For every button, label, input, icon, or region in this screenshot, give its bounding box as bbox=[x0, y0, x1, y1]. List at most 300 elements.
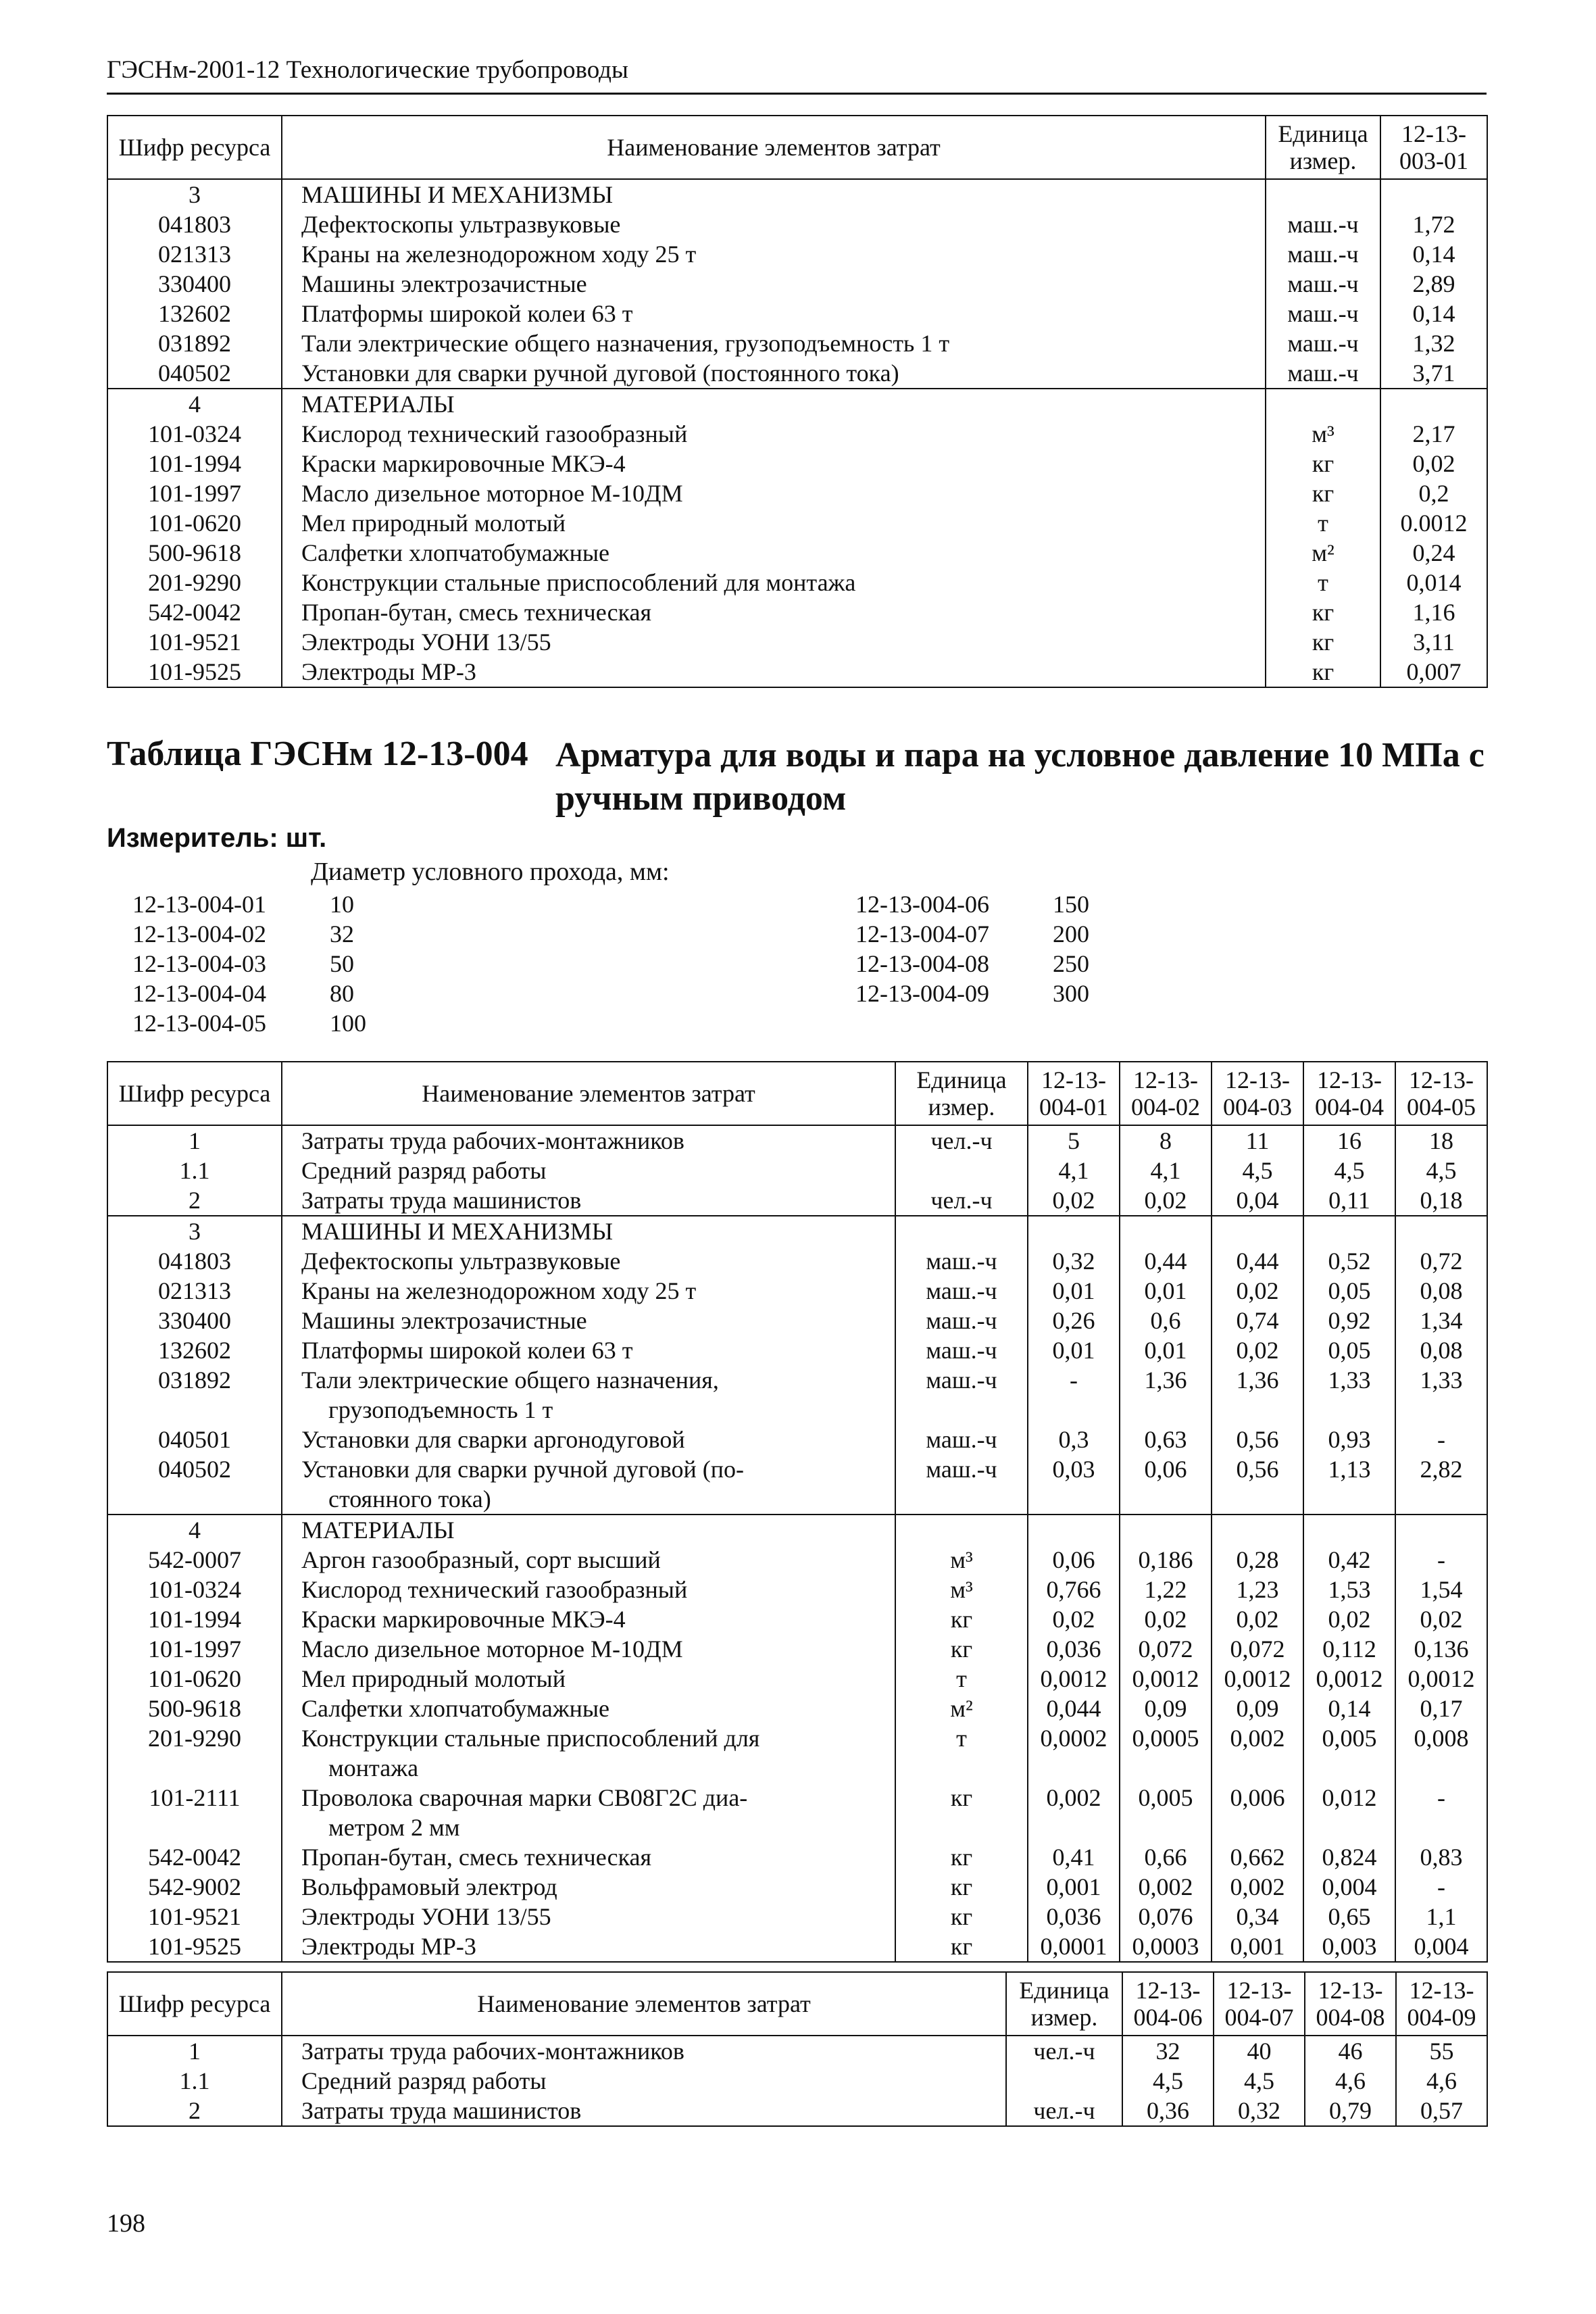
norm-value: - bbox=[1395, 1872, 1487, 1902]
unit-of-measure: чел.-ч bbox=[895, 1185, 1028, 1216]
resource-code: 500-9618 bbox=[107, 538, 282, 568]
table-row bbox=[107, 210, 1487, 239]
norm-value: 0,05 bbox=[1303, 1276, 1395, 1306]
resource-code: 2 bbox=[107, 1185, 282, 1216]
col-header-code: Шифр ресурса bbox=[107, 1972, 282, 2036]
cost-element-name bbox=[282, 1634, 895, 1664]
resource-code: 040502 bbox=[107, 1454, 282, 1515]
cost-element-name bbox=[282, 568, 1266, 597]
norm-value: 4,1 bbox=[1028, 1156, 1120, 1185]
resource-table-12-13-004-01-05 bbox=[107, 1061, 1488, 1963]
col-header-12-13-004-07: 12-13-004-07 bbox=[1214, 1972, 1305, 2036]
norm-value: 1,53 bbox=[1303, 1575, 1395, 1604]
table-row bbox=[107, 1604, 1487, 1634]
section-heading bbox=[282, 1216, 895, 1246]
norm-value: 0,01 bbox=[1028, 1335, 1120, 1365]
norm-value: 0,006 bbox=[1212, 1783, 1303, 1842]
cost-element-name bbox=[282, 1664, 895, 1694]
norm-value: 0,0012 bbox=[1395, 1664, 1487, 1694]
cost-element-name bbox=[282, 538, 1266, 568]
table3-body bbox=[107, 2036, 1487, 2126]
cost-element-name-line: Платформы широкой колеи 63 т bbox=[301, 300, 633, 327]
unit-of-measure: кг bbox=[1266, 449, 1380, 478]
cost-element-name bbox=[282, 1604, 895, 1634]
norm-value: 4,6 bbox=[1396, 2066, 1487, 2096]
table-row bbox=[107, 1902, 1487, 1931]
norm-value: 3,11 bbox=[1380, 627, 1487, 657]
norm-value: 2,17 bbox=[1380, 419, 1487, 449]
unit-of-measure: кг bbox=[1266, 478, 1380, 508]
norm-value: 0,63 bbox=[1120, 1425, 1212, 1454]
resource-code: 4 bbox=[107, 1515, 282, 1545]
unit-of-measure bbox=[1266, 389, 1380, 419]
norm-value: 0,79 bbox=[1305, 2096, 1396, 2126]
cost-element-name bbox=[282, 1156, 895, 1185]
unit-of-measure: т bbox=[895, 1723, 1028, 1783]
norm-value: 0,044 bbox=[1028, 1694, 1120, 1723]
cost-element-name-line: Средний разряд работы bbox=[301, 1157, 547, 1184]
cost-element-name-line: Установки для сварки аргонодуговой bbox=[301, 1426, 685, 1453]
col-header-12-13-004-03: 12-13-004-03 bbox=[1212, 1062, 1303, 1125]
cost-element-name bbox=[282, 2066, 1006, 2096]
norm-value: 0,076 bbox=[1120, 1902, 1212, 1931]
resource-code: 4 bbox=[107, 389, 282, 419]
diameter-item bbox=[132, 979, 366, 1008]
cost-element-name bbox=[282, 210, 1266, 239]
resource-code: 3 bbox=[107, 1216, 282, 1246]
unit-of-measure: кг bbox=[895, 1872, 1028, 1902]
norm-value: 0,06 bbox=[1120, 1454, 1212, 1515]
cost-element-name bbox=[282, 1365, 895, 1425]
norm-value: 11 bbox=[1212, 1125, 1303, 1156]
norm-value: 0,002 bbox=[1120, 1872, 1212, 1902]
norm-value: 0,002 bbox=[1212, 1872, 1303, 1902]
table-row bbox=[107, 1545, 1487, 1575]
section-heading bbox=[282, 179, 1266, 210]
norm-value: 0,186 bbox=[1120, 1545, 1212, 1575]
norm-value: 0,57 bbox=[1396, 2096, 1487, 2126]
section-heading bbox=[282, 1515, 895, 1545]
cost-element-name-line: Пропан-бутан, смесь техническая bbox=[301, 599, 652, 626]
norm-value: 1,1 bbox=[1395, 1902, 1487, 1931]
table-row bbox=[107, 1185, 1487, 1216]
norm-code: 12-13-004-09 bbox=[855, 980, 989, 1007]
norm-value: 4,5 bbox=[1212, 1156, 1303, 1185]
resource-code: 542-0042 bbox=[107, 597, 282, 627]
norm-value: 1,32 bbox=[1380, 328, 1487, 358]
norm-value: 0,32 bbox=[1214, 2096, 1305, 2126]
resource-code: 101-0620 bbox=[107, 508, 282, 538]
cost-element-name-line: Конструкции стальные приспособлений для bbox=[301, 1725, 760, 1752]
table1-body bbox=[107, 179, 1487, 687]
norm-value: 0,32 bbox=[1028, 1246, 1120, 1276]
table-row bbox=[107, 419, 1487, 449]
table-row bbox=[107, 597, 1487, 627]
cost-element-name bbox=[282, 1335, 895, 1365]
norm-value: 0,0001 bbox=[1028, 1931, 1120, 1962]
diameter-item bbox=[855, 949, 1089, 979]
cost-element-name-line: Электроды МР-3 bbox=[301, 1933, 476, 1960]
cost-element-name-line: Тали электрические общего назначения, bbox=[301, 1367, 719, 1394]
resource-code: 330400 bbox=[107, 1306, 282, 1335]
unit-of-measure: кг bbox=[1266, 657, 1380, 687]
cost-element-name-line: Электроды УОНИ 13/55 bbox=[301, 629, 551, 656]
col-header-12-13-004-01: 12-13-004-01 bbox=[1028, 1062, 1120, 1125]
norm-value: 0,003 bbox=[1303, 1931, 1395, 1962]
cost-element-name bbox=[282, 627, 1266, 657]
norm-value: 0,01 bbox=[1120, 1335, 1212, 1365]
table-row bbox=[107, 239, 1487, 269]
resource-code: 021313 bbox=[107, 1276, 282, 1306]
diameter-value: 80 bbox=[330, 980, 354, 1007]
cost-element-name-line: Кислород технический газообразный bbox=[301, 420, 688, 447]
cost-element-name bbox=[282, 1276, 895, 1306]
table-row bbox=[107, 627, 1487, 657]
diameter-value: 200 bbox=[1053, 920, 1089, 947]
cost-element-name bbox=[282, 1902, 895, 1931]
table-row bbox=[107, 1872, 1487, 1902]
norm-value: 0,74 bbox=[1212, 1306, 1303, 1335]
cost-element-name-line: Тали электрические общего назначения, грузоподъемность 1 т bbox=[301, 330, 950, 357]
col-header-unit: Единица измер. bbox=[895, 1062, 1028, 1125]
resource-code: 031892 bbox=[107, 1365, 282, 1425]
norm-value: 1,36 bbox=[1120, 1365, 1212, 1425]
norm-value: 0,0012 bbox=[1303, 1664, 1395, 1694]
norm-value: 0,02 bbox=[1120, 1185, 1212, 1216]
norm-value: 0,24 bbox=[1380, 538, 1487, 568]
norm-value: 3,71 bbox=[1380, 358, 1487, 389]
unit-of-measure: маш.-ч bbox=[895, 1425, 1028, 1454]
resource-code: 101-9525 bbox=[107, 1931, 282, 1962]
cost-element-name bbox=[282, 1723, 895, 1783]
col-header-unit: Единица измер. bbox=[1006, 1972, 1122, 2036]
norm-value: - bbox=[1395, 1783, 1487, 1842]
table-row bbox=[107, 1842, 1487, 1872]
norm-value bbox=[1028, 1216, 1120, 1246]
norm-value: - bbox=[1395, 1545, 1487, 1575]
unit-of-measure bbox=[895, 1156, 1028, 1185]
norm-value: - bbox=[1395, 1425, 1487, 1454]
cost-element-name-continued: метром 2 мм bbox=[328, 1814, 460, 1841]
norm-value: 4,5 bbox=[1303, 1156, 1395, 1185]
resource-code: 132602 bbox=[107, 299, 282, 328]
unit-of-measure: т bbox=[1266, 508, 1380, 538]
diameter-heading: Диаметр условного прохода, мм: bbox=[311, 858, 670, 886]
col-header-name: Наименование элементов затрат bbox=[282, 1972, 1006, 2036]
resource-code: 101-9521 bbox=[107, 1902, 282, 1931]
cost-element-name-line: Пропан-бутан, смесь техническая bbox=[301, 1844, 652, 1871]
norm-value bbox=[1380, 389, 1487, 419]
unit-of-measure: чел.-ч bbox=[895, 1125, 1028, 1156]
cost-element-name-line: МАШИНЫ И МЕХАНИЗМЫ bbox=[301, 1218, 614, 1245]
norm-value: 0,6 bbox=[1120, 1306, 1212, 1335]
cost-element-name-line: Затраты труда рабочих-монтажников bbox=[301, 1127, 684, 1154]
resource-code: 040501 bbox=[107, 1425, 282, 1454]
table-row bbox=[107, 1276, 1487, 1306]
cost-element-name bbox=[282, 1125, 895, 1156]
norm-value: 0,004 bbox=[1395, 1931, 1487, 1962]
norm-value: 0,008 bbox=[1395, 1723, 1487, 1783]
resource-code: 1 bbox=[107, 1125, 282, 1156]
unit-of-measure: м³ bbox=[1266, 419, 1380, 449]
norm-value: 0,662 bbox=[1212, 1842, 1303, 1872]
norm-value: 0,14 bbox=[1303, 1694, 1395, 1723]
diameter-value: 10 bbox=[330, 891, 354, 918]
unit-of-measure bbox=[895, 1515, 1028, 1545]
cost-element-name bbox=[282, 449, 1266, 478]
norm-value: 0,02 bbox=[1212, 1604, 1303, 1634]
unit-of-measure bbox=[1266, 179, 1380, 210]
col-header-12-13-004-05: 12-13-004-05 bbox=[1395, 1062, 1487, 1125]
cost-element-name bbox=[282, 269, 1266, 299]
unit-of-measure: маш.-ч bbox=[1266, 358, 1380, 389]
norm-value: 0,001 bbox=[1212, 1931, 1303, 1962]
table-row bbox=[107, 1723, 1487, 1783]
cost-element-name bbox=[282, 1425, 895, 1454]
table-row bbox=[107, 299, 1487, 328]
norm-value: 1,54 bbox=[1395, 1575, 1487, 1604]
norm-value: 0,06 bbox=[1028, 1545, 1120, 1575]
col-header-name: Наименование элементов затрат bbox=[282, 116, 1266, 179]
unit-of-measure: маш.-ч bbox=[895, 1454, 1028, 1515]
cost-element-name bbox=[282, 597, 1266, 627]
resource-code: 101-0324 bbox=[107, 419, 282, 449]
norm-value: 1,13 bbox=[1303, 1454, 1395, 1515]
norm-value: 0,766 bbox=[1028, 1575, 1120, 1604]
norm-value: 0,014 bbox=[1380, 568, 1487, 597]
norm-code: 12-13-004-06 bbox=[855, 891, 989, 918]
diameter-item bbox=[855, 979, 1089, 1008]
cost-element-name bbox=[282, 2036, 1006, 2066]
resource-code: 041803 bbox=[107, 1246, 282, 1276]
table3-header-row bbox=[107, 1972, 1487, 2036]
cost-element-name bbox=[282, 1185, 895, 1216]
resource-code: 031892 bbox=[107, 328, 282, 358]
norm-value: 0,44 bbox=[1212, 1246, 1303, 1276]
unit-of-measure: маш.-ч bbox=[895, 1365, 1028, 1425]
norm-value bbox=[1120, 1216, 1212, 1246]
cost-element-name-line: Салфетки хлопчатобумажные bbox=[301, 539, 609, 566]
norm-value: 40 bbox=[1214, 2036, 1305, 2066]
cost-element-name-line: Электроды МР-3 bbox=[301, 658, 476, 685]
norm-value: 0,66 bbox=[1120, 1842, 1212, 1872]
resource-code: 1.1 bbox=[107, 1156, 282, 1185]
norm-value: 0,0012 bbox=[1028, 1664, 1120, 1694]
norm-value: 0,28 bbox=[1212, 1545, 1303, 1575]
unit-of-measure: чел.-ч bbox=[1006, 2096, 1122, 2126]
table-row bbox=[107, 1454, 1487, 1515]
unit-of-measure: чел.-ч bbox=[1006, 2036, 1122, 2066]
norm-value: 0,136 bbox=[1395, 1634, 1487, 1664]
norm-value: 0,0012 bbox=[1212, 1664, 1303, 1694]
norm-value bbox=[1380, 179, 1487, 210]
resource-table-12-13-003 bbox=[107, 115, 1488, 688]
norm-value: 0,09 bbox=[1212, 1694, 1303, 1723]
cost-element-name bbox=[282, 299, 1266, 328]
norm-value: 0,03 bbox=[1028, 1454, 1120, 1515]
norm-value: 4,1 bbox=[1120, 1156, 1212, 1185]
cost-element-name-line: Масло дизельное моторное М-10ДМ bbox=[301, 480, 683, 507]
table-row bbox=[107, 478, 1487, 508]
norm-value: 4,5 bbox=[1122, 2066, 1214, 2096]
cost-element-name-line: Мел природный молотый bbox=[301, 1665, 566, 1692]
norm-value: 0,02 bbox=[1028, 1604, 1120, 1634]
page-number: 198 bbox=[107, 2209, 145, 2238]
cost-element-name-line: Установки для сварки ручной дуговой (по- bbox=[301, 1456, 744, 1483]
unit-of-measure: маш.-ч bbox=[1266, 328, 1380, 358]
cost-element-name-line: Средний разряд работы bbox=[301, 2067, 547, 2094]
norm-value: - bbox=[1028, 1365, 1120, 1425]
cost-element-name-line: Кислород технический газообразный bbox=[301, 1576, 688, 1603]
table-name-title: Арматура для воды и пара на условное давление 10 МПа с ручным приводом bbox=[555, 736, 1485, 818]
diameter-item bbox=[132, 1008, 366, 1038]
cost-element-name bbox=[282, 657, 1266, 687]
resource-code: 500-9618 bbox=[107, 1694, 282, 1723]
cost-element-name-line: Машины электрозачистные bbox=[301, 270, 587, 297]
resource-code: 3 bbox=[107, 179, 282, 210]
unit-of-measure: м³ bbox=[895, 1545, 1028, 1575]
cost-element-name-continued: грузоподъемность 1 т bbox=[328, 1396, 553, 1423]
table-row bbox=[107, 1335, 1487, 1365]
table-row bbox=[107, 1246, 1487, 1276]
norm-value: 1,22 bbox=[1120, 1575, 1212, 1604]
table-row bbox=[107, 449, 1487, 478]
norm-value: 0,08 bbox=[1395, 1335, 1487, 1365]
cost-element-name bbox=[282, 2096, 1006, 2126]
resource-code: 040502 bbox=[107, 358, 282, 389]
table-row bbox=[107, 1216, 1487, 1246]
cost-element-name-line: Затраты труда машинистов bbox=[301, 1187, 582, 1214]
cost-element-name-line: Электроды УОНИ 13/55 bbox=[301, 1903, 551, 1930]
unit-of-measure: кг bbox=[1266, 627, 1380, 657]
cost-element-name-line: МАТЕРИАЛЫ bbox=[301, 391, 455, 418]
cost-element-name-line: Краски маркировочные МКЭ-4 bbox=[301, 450, 626, 477]
norm-value: 0,004 bbox=[1303, 1872, 1395, 1902]
col-header-name: Наименование элементов затрат bbox=[282, 1062, 895, 1125]
norm-value: 0,11 bbox=[1303, 1185, 1395, 1216]
norm-value bbox=[1395, 1216, 1487, 1246]
diameter-value: 32 bbox=[330, 920, 354, 947]
diameter-value: 100 bbox=[330, 1010, 366, 1037]
resource-code: 101-0620 bbox=[107, 1664, 282, 1694]
norm-value bbox=[1212, 1216, 1303, 1246]
table-row bbox=[107, 328, 1487, 358]
cost-element-name bbox=[282, 419, 1266, 449]
unit-of-measure: маш.-ч bbox=[1266, 269, 1380, 299]
unit-of-measure: маш.-ч bbox=[895, 1276, 1028, 1306]
cost-element-name-line: Масло дизельное моторное М-10ДМ bbox=[301, 1635, 683, 1663]
norm-value: 8 bbox=[1120, 1125, 1212, 1156]
resource-code: 101-1997 bbox=[107, 478, 282, 508]
norm-value: 46 bbox=[1305, 2036, 1396, 2066]
cost-element-name-line: Конструкции стальные приспособлений для монтажа bbox=[301, 569, 856, 596]
cost-element-name-line: Аргон газообразный, сорт высший bbox=[301, 1546, 661, 1573]
norm-value: 16 bbox=[1303, 1125, 1395, 1156]
col-header-12-13-004-08: 12-13-004-08 bbox=[1305, 1972, 1396, 2036]
unit-of-measure: маш.-ч bbox=[1266, 210, 1380, 239]
norm-value: 0,72 bbox=[1395, 1246, 1487, 1276]
resource-code: 201-9290 bbox=[107, 1723, 282, 1783]
cost-element-name bbox=[282, 1246, 895, 1276]
norm-value: 0,005 bbox=[1120, 1783, 1212, 1842]
table-row bbox=[107, 1694, 1487, 1723]
cost-element-name bbox=[282, 508, 1266, 538]
norm-value: 0.0012 bbox=[1380, 508, 1487, 538]
unit-of-measure bbox=[1006, 2066, 1122, 2096]
norm-value: 0,56 bbox=[1212, 1425, 1303, 1454]
resource-table-12-13-004-06-09 bbox=[107, 1971, 1488, 2127]
norm-value: 0,0003 bbox=[1120, 1931, 1212, 1962]
cost-element-name-line: Вольфрамовый электрод bbox=[301, 1873, 557, 1900]
norm-value: 1,34 bbox=[1395, 1306, 1487, 1335]
norm-code: 12-13-004-02 bbox=[132, 920, 266, 947]
cost-element-name bbox=[282, 1454, 895, 1515]
norm-value: 0,18 bbox=[1395, 1185, 1487, 1216]
unit-of-measure: м³ bbox=[895, 1575, 1028, 1604]
norm-value: 0,02 bbox=[1212, 1276, 1303, 1306]
cost-element-name-line: Краны на железнодорожном ходу 25 т bbox=[301, 241, 697, 268]
cost-element-name-line: Платформы широкой колеи 63 т bbox=[301, 1337, 633, 1364]
diameter-value: 250 bbox=[1053, 950, 1089, 977]
norm-value bbox=[1395, 1515, 1487, 1545]
resource-code: 1 bbox=[107, 2036, 282, 2066]
norm-value: 0,824 bbox=[1303, 1842, 1395, 1872]
norm-value: 1,23 bbox=[1212, 1575, 1303, 1604]
resource-code: 542-0042 bbox=[107, 1842, 282, 1872]
unit-of-measure: м² bbox=[895, 1694, 1028, 1723]
cost-element-name bbox=[282, 1842, 895, 1872]
resource-code: 101-9525 bbox=[107, 657, 282, 687]
unit-of-measure: м² bbox=[1266, 538, 1380, 568]
norm-value: 0,93 bbox=[1303, 1425, 1395, 1454]
col-header-code: Шифр ресурса bbox=[107, 1062, 282, 1125]
norm-value: 0,34 bbox=[1212, 1902, 1303, 1931]
col-header-12-13-004-04: 12-13-004-04 bbox=[1303, 1062, 1395, 1125]
norm-value: 2,89 bbox=[1380, 269, 1487, 299]
diameter-item bbox=[132, 889, 366, 919]
unit-of-measure: маш.-ч bbox=[1266, 239, 1380, 269]
norm-value bbox=[1120, 1515, 1212, 1545]
cost-element-name bbox=[282, 239, 1266, 269]
resource-code: 101-9521 bbox=[107, 627, 282, 657]
resource-code: 2 bbox=[107, 2096, 282, 2126]
norm-value: 5 bbox=[1028, 1125, 1120, 1156]
table-row bbox=[107, 358, 1487, 389]
header-rule bbox=[107, 93, 1487, 95]
table-row bbox=[107, 1634, 1487, 1664]
cost-element-name bbox=[282, 358, 1266, 389]
norm-value: 0,01 bbox=[1028, 1276, 1120, 1306]
norm-value: 0,001 bbox=[1028, 1872, 1120, 1902]
col-header-12-13-004-09: 12-13-004-09 bbox=[1396, 1972, 1487, 2036]
norm-value: 0,0005 bbox=[1120, 1723, 1212, 1783]
diameter-list-left bbox=[132, 889, 366, 1038]
resource-code: 201-9290 bbox=[107, 568, 282, 597]
resource-code: 542-0007 bbox=[107, 1545, 282, 1575]
cost-element-name-line: Салфетки хлопчатобумажные bbox=[301, 1695, 609, 1722]
norm-value: 1,33 bbox=[1395, 1365, 1487, 1425]
norm-value: 0,17 bbox=[1395, 1694, 1487, 1723]
norm-value: 0,112 bbox=[1303, 1634, 1395, 1664]
cost-element-name-continued: стоянного тока) bbox=[328, 1485, 491, 1512]
cost-element-name-continued: монтажа bbox=[328, 1754, 419, 1781]
norm-value: 0,02 bbox=[1303, 1604, 1395, 1634]
col-header-unit: Единица измер. bbox=[1266, 116, 1380, 179]
cost-element-name-line: Краны на железнодорожном ходу 25 т bbox=[301, 1277, 697, 1304]
unit-of-measure: маш.-ч bbox=[1266, 299, 1380, 328]
norm-value: 0,005 bbox=[1303, 1723, 1395, 1783]
unit-of-measure bbox=[895, 1216, 1028, 1246]
